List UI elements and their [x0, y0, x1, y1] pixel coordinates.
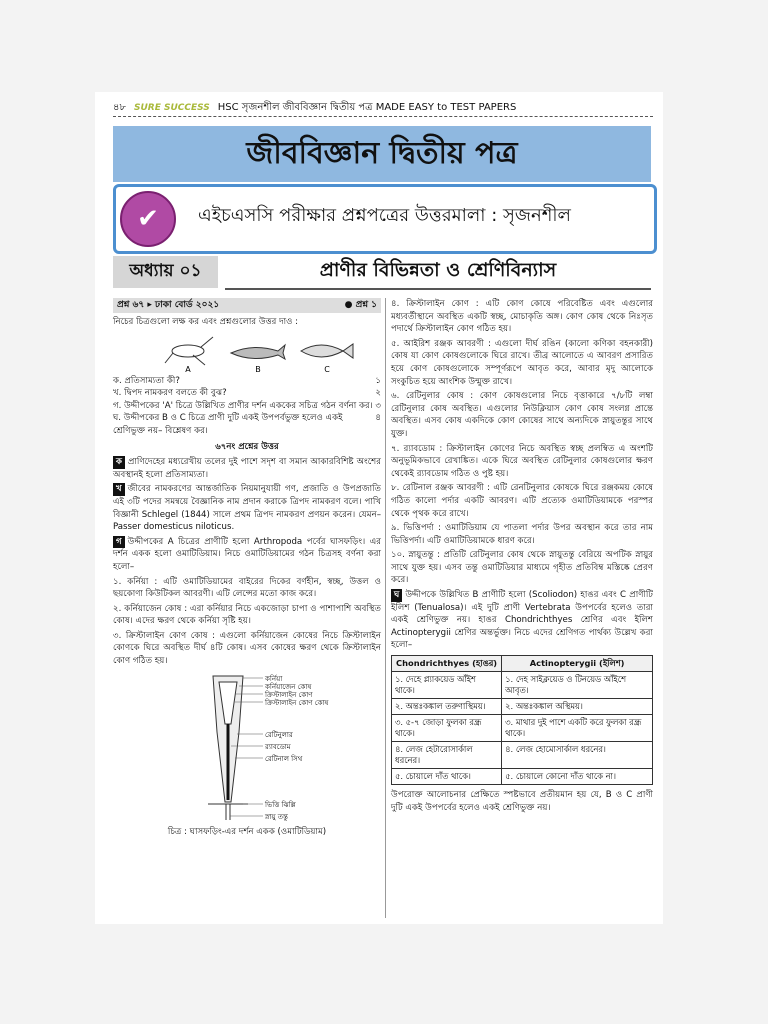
sub-question-marks: ৩ — [375, 400, 381, 411]
fig-label-b: B — [255, 364, 261, 373]
table-cell: ৪. লেজ হোমোসার্কাল ধরনের। — [502, 742, 653, 769]
shark-figure — [231, 345, 285, 359]
table-row — [392, 672, 653, 699]
answer-text: প্রাণিদেহের মধ্যরেখীয় তলের দুই পাশে সদৃশ বা সমান আকারবিশিষ্ট অংশের অবস্থানই হলো প্রতিসাম্যতা। — [113, 457, 381, 480]
table-row — [392, 769, 653, 785]
diagram-label: কর্নিয়াজেন কোষ — [265, 682, 312, 691]
diagram-label: র‍্যাবডোম — [265, 742, 291, 751]
answer-tag: ক — [113, 456, 125, 469]
table-cell: ৪. লেজ হেটারোসার্কাল ধরনের। — [392, 742, 502, 769]
ga-point: ১. কর্নিয়া : এটি ওমাটিডিয়ামের বাইরের দিকের বর্ণহীন, স্বচ্ছ, উত্তল ও ছয়কোণা কিউটিকল আবরণী। এটি লেন্সের মতো কাজ করে। — [113, 576, 381, 600]
table-cell: ১. দেহে প্ল্যাকয়েড আঁইশ থাকে। — [392, 672, 502, 699]
hilsa-figure — [301, 344, 353, 358]
fig-label-c: C — [324, 364, 330, 373]
brand-name: SURE SUCCESS — [133, 103, 210, 113]
answer-tag: খ — [113, 483, 125, 496]
document-page — [95, 92, 663, 924]
ga-point: ৮. রেটিনাল রঞ্জক আবরণী : এটি রেনটিনুলার কোষকে ঘিরে রঞ্জকময় কোষে গঠিত কালো পর্দার একটি আবরণ। এটি প্রত্যেক ওমাটিডিয়ামকে পরস্পর থেকে পৃথক করে রাখে। — [391, 483, 653, 519]
answer-tag: ঘ — [391, 589, 402, 602]
answer-ga — [113, 536, 381, 574]
stimulus-figures-svg — [113, 331, 381, 373]
chapter-title: প্রাণীর বিভিন্নতা ও শ্রেণিবিন্যাস — [225, 256, 651, 290]
sub-question — [113, 375, 381, 388]
chapter-number: অধ্যায় ০১ — [113, 256, 218, 288]
answer-text: জীবের নামকরণের আন্তর্জাতিক নিয়মানুযায়ী গণ, প্রজাতি ও উপপ্রজাতি এই ৩টি পদের সমন্বয়ে বৈজ্ঞানিক নাম প্রদান করাকে ত্রিপদ নামকরণ বলে। পাখি বিজ্ঞানী Schlegel (1844) সালে প্রথম ত্রিপদ নামকরণ প্রণয়ন করেন। যেমন– Passer domesticus niloticus. — [113, 484, 381, 533]
ga-point: ৩. ক্রিস্টালাইন কোণ কোষ : এগুলো কর্নিয়াজেন কোষের নিচে ক্রিস্টালাইন কোণকে ঘিরে অবস্থিত দীর্ঘ ৪টি কোষ। এসব কোষের ক্ষরণ থেকে ক্রিস্টালাইন কোণ গঠিত হয়। — [113, 630, 381, 667]
diagram-label: ক্রিস্টালাইন কোণ — [265, 690, 313, 699]
ommatidium-diagram — [113, 672, 381, 837]
diagram-label: ক্রিস্টালাইন কোণ কোষ — [265, 698, 329, 707]
right-column — [391, 298, 653, 816]
sub-question-text: ক. প্রতিসাম্যতা কী? — [113, 375, 180, 386]
sub-question — [113, 412, 381, 437]
answer-ka — [113, 456, 381, 481]
table-cell: ২. অন্তঃকঙ্কাল অস্থিময়। — [502, 699, 653, 715]
subbanner — [113, 184, 657, 254]
question-instruction: নিচের চিত্রগুলো লক্ষ কর এবং প্রশ্নগুলোর উত্তর দাও : — [113, 317, 299, 327]
answer-heading: ৬৭নং প্রশ্নের উত্তর — [215, 441, 279, 452]
table-cell: ৩. মাথার দুই পাশে একটি করে ফুলকা রন্ধ্র থাকে। — [502, 715, 653, 742]
page-number: ৪৮ — [113, 101, 126, 113]
ga-point: ৬. রেটিনুলার কোষ : কোণ কোষগুলোর নিচে বৃত্তাকারে ৭/৮টি লম্বা রেটিনুলার কোষ অবস্থিত। এগুলোর নিউক্লিয়াস কোণ কোষ সংলগ্ন প্রান্তে অবস্থিত। এসব কোষ একদিকে কোণ কোষের সাথে অন্যদিকে স্নায়ুতন্তুর সাথে যুক্ত। — [391, 391, 653, 439]
table-row — [392, 742, 653, 769]
table-cell: ৫. চোয়ালে কোনো দাঁত থাকে না। — [502, 769, 653, 785]
diagram-caption: চিত্র : ঘাসফড়িং-এর দর্শন একক (ওমাটিডিয়াম) — [167, 827, 327, 838]
subbanner-text: এইচএসসি পরীক্ষার প্রশ্নপত্রের উত্তরমালা : সৃজনশীল — [198, 205, 571, 226]
answer-kha — [113, 483, 381, 533]
diagram-label: স্নায়ু তন্তু — [265, 812, 288, 821]
check-star-logo-icon: ✔ — [120, 191, 176, 247]
table-cell: ২. অন্তঃকঙ্কাল তরুণাস্থিময়। — [392, 699, 502, 715]
sub-question-marks: ৪ — [375, 413, 381, 424]
question-number: ● প্রশ্ন ১ — [344, 300, 377, 311]
sub-question — [113, 400, 381, 413]
table-cell: ৫. চোয়ালে দাঁত থাকে। — [392, 769, 502, 785]
column-divider — [385, 298, 386, 918]
comparison-table — [391, 655, 653, 785]
banner-title: জীববিজ্ঞান দ্বিতীয় পত্র — [113, 126, 651, 182]
fig-label-a: A — [185, 364, 191, 373]
question-header — [113, 298, 381, 313]
answer-tag: গ — [113, 536, 125, 549]
table-header: Chondrichthyes (হাঙর) — [392, 656, 502, 672]
sub-question-text: গ. উদ্দীপকের 'A' চিত্রে উল্লিখিত প্রাণীর দর্শন এককের সচিত্র গঠন বর্ণনা কর। — [113, 400, 373, 411]
running-head-text: HSC সৃজনশীল জীববিজ্ঞান দ্বিতীয় পত্র MADE EASY to TEST PAPERS — [217, 101, 517, 113]
sub-question-text: খ. দ্বিপদ নামকরণ বলতে কী বুঝ? — [113, 388, 227, 399]
answer-text: উদ্দীপকের A চিত্রের প্রাণীটি হলো Arthropoda পর্বের ঘাসফড়িং। এর দর্শন একক হলো ওমাটিডিয়াম। নিচে ওমাটিডিয়ামের গঠন চিত্রসহ বর্ণনা করা হলো– — [113, 536, 381, 572]
left-column — [113, 298, 381, 837]
table-row — [392, 699, 653, 715]
diagram-label: কর্নিয়া — [265, 674, 283, 683]
conclusion: উপরোক্ত আলোচনার প্রেক্ষিতে স্পষ্টভাবে প্রতীয়মান হয় যে, B ও C প্রাণী দুটি একই উপপর্বের হলেও একই শ্রেণিভুক্ত নয়। — [391, 790, 653, 813]
sub-question — [113, 387, 381, 400]
answer-text: উদ্দীপকে উল্লিখিত B প্রাণীটি হলো (Scoliodon) হাঙর এবং C প্রাণীটি ইলিশ (Tenualosa)। এই দুটি প্রাণী Vertebrata উপপর্বের হলেও তারা একই শ্রেণিভুক্ত নয়। হাঙর Chondrichthyes শ্রেণির এবং ইলিশ Actinopterygii শ্রেণির অন্তর্ভুক্ত। নিচে এদের শ্রেণিগত পার্থক্য উল্লেখ করা হলো– — [391, 590, 653, 651]
diagram-label: রেটিনাল সিথ — [265, 754, 303, 763]
ga-point: ১০. স্নায়ুতন্তু : প্রতিটি রেটিনুলার কোষ থেকে স্নায়ুতন্তু বেরিয়ে অপটিক স্নায়ুর সাথে যুক্ত হয়। এসব তন্তু ওমাটিডিয়ার মাধ্যমে গৃহীত প্রতিবিম্ব মস্তিষ্কে প্রেরণ করে। — [391, 550, 653, 586]
ga-point: ৫. আইরিশ রঞ্জক আবরণী : এগুলো দীর্ঘ রঙিন (কালো কণিকা বহনকারী) কোষ যা কোণ কোষগুলোকে ঘিরে রাখে। তীব্র আলোতে এ আবরণ প্রসারিত হয়ে কোণ কোষগুলোকে সম্পূর্ণরূপে আবৃত করে, আবার মৃদু আলোকে সংকুচিত হয়ে আংশিক উন্মুক্ত রাখে। — [391, 338, 653, 387]
ga-point: ৪. ক্রিস্টালাইন কোণ : এটি কোণ কোষে পরিবেষ্টিত এবং এগুলোর মধ্যবর্তীস্থানে অবস্থিত একটি স্বচ্ছ, মোচাকৃতি অঙ্গ। কোণ কোষ থেকে নিঃসৃত পদার্থে ক্রিস্টালাইন কোণ গঠিত হয়। — [391, 299, 653, 335]
stimulus-figures — [113, 331, 381, 373]
ga-point: ৯. ভিত্তিপর্দা : ওমাটিডিয়াম যে পাতলা পর্দার উপর অবস্থান করে তার নাম ভিত্তিপর্দা। এটি ওমাটিডিয়ামকে ধারণ করে। — [391, 523, 653, 546]
table-cell: ১. দেহ সাইক্লয়েড ও টিনয়েড আঁইশে আবৃত। — [502, 672, 653, 699]
diagram-label: ভিত্তি ঝিল্লি — [265, 800, 296, 809]
ga-point: ৭. র‍্যাবডোম : ক্রিস্টালাইন কোণের নিচে অবস্থিত স্বচ্ছ প্রলম্বিত এ অংশটি অনুভূমিকভাবে রেখাঙ্কিত। একে ঘিরে অবস্থিত রেটিনুলার কোষগুলোর ক্ষরণ থেকেই র‍্যাবডোম গঠিত ও পুষ্ট হয়। — [391, 443, 653, 479]
running-head — [113, 100, 653, 117]
diagram-label: রেটিনুলার — [265, 730, 293, 739]
sub-question-marks: ২ — [375, 388, 381, 399]
sub-question-marks: ১ — [375, 375, 381, 386]
ommatidium-svg — [113, 672, 381, 822]
table-row — [392, 715, 653, 742]
ga-point: ২. কর্নিয়াজেন কোষ : এরা কর্নিয়ার নিচে একজোড়া চাপা ও পাশাপাশি অবস্থিত কোষ। এদের ক্ষরণ থেকে কর্নিয়া সৃষ্টি হয়। — [113, 603, 381, 627]
table-header: Actinopterygii (ইলিশ) — [502, 656, 653, 672]
answer-gha — [391, 589, 653, 652]
grasshopper-figure — [165, 337, 213, 365]
table-cell: ৩. ৫-৭ জোড়া ফুলকা রন্ধ্র থাকে। — [392, 715, 502, 742]
sub-question-text: ঘ. উদ্দীপকের B ও C চিত্রে প্রাণী দুটি একই উপপর্বভুক্ত হলেও একই শ্রেণিভুক্ত নয়– বিশ্লেষণ কর। — [113, 413, 343, 436]
table-header-row — [392, 656, 653, 672]
question-source: প্রশ্ন ৬৭ ▸ ঢাকা বোর্ড ২০২১ — [117, 300, 220, 311]
